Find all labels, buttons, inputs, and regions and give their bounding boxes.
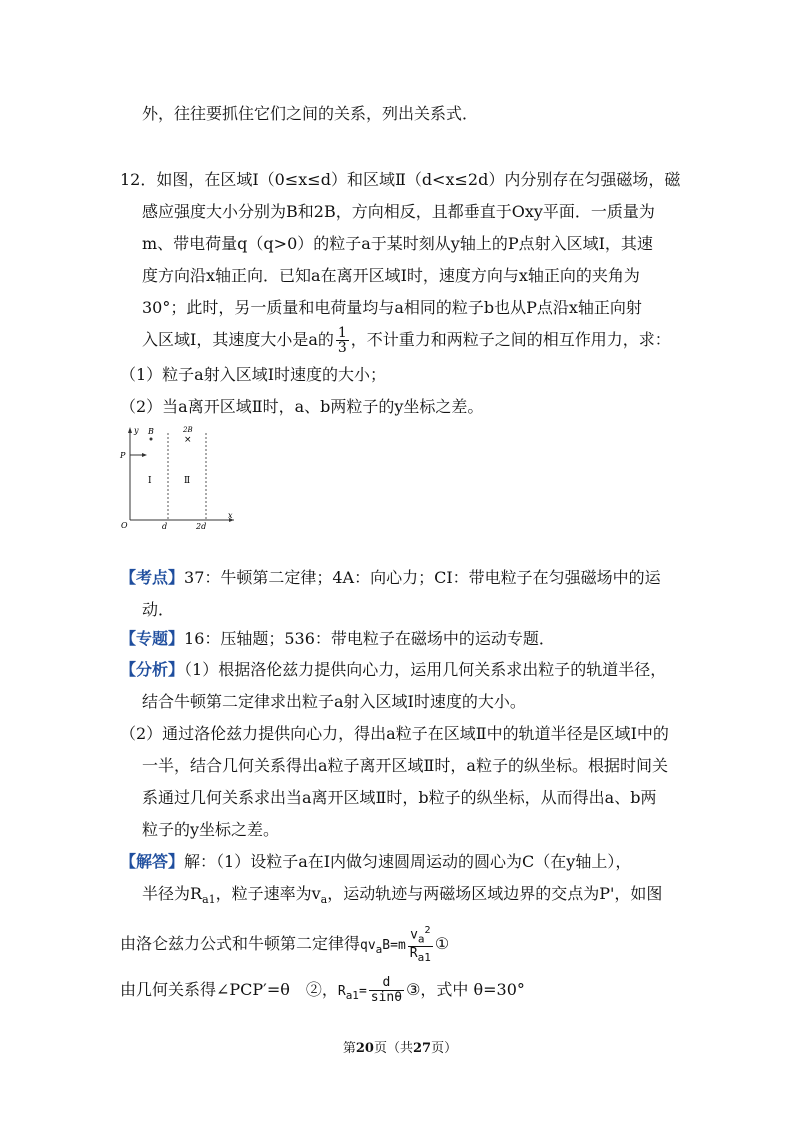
problem-line-3: m、带电荷量q（q>0）的粒子a于某时刻从y轴上的P点射入区域Ⅰ，其速	[142, 234, 653, 253]
jieda-tag: 【解答】	[120, 852, 185, 871]
equation-2-prefix: 由几何关系得∠PCP′=θ ②，	[120, 980, 338, 999]
equation-1-line	[120, 924, 449, 965]
problem-line-6	[142, 326, 671, 355]
question-1: （1）粒子a射入区域Ⅰ时速度的大小；	[120, 365, 387, 384]
equation-1-prefix: 由洛仑兹力公式和牛顿第二定律得	[120, 934, 361, 954]
y-axis-arrow	[128, 427, 132, 433]
jieda-line-2: 半径为$R_{a1}$，粒子速率为$v_a$，运动轨迹与两磁场区域边界的交点为P'，如图	[142, 884, 663, 906]
fenxi-tag: 【分析】	[120, 660, 185, 679]
label-2B: 2B	[183, 426, 193, 434]
label-B: B	[148, 427, 154, 436]
field-dot	[150, 438, 153, 441]
equation-1-lhs: $qv_aB=m$	[360, 938, 406, 957]
fraction-one-third: $\frac{1}{3}$	[337, 325, 347, 356]
label-d: d	[162, 522, 168, 530]
problem-line-6-text-b: ，不计重力和两粒子之间的相互作用力，求：	[350, 330, 671, 349]
equation-2-line	[120, 976, 525, 1007]
fenxi-line-2: 结合牛顿第二定律求出粒子a射入区域Ⅰ时速度的大小。	[142, 692, 526, 711]
label-P: P	[120, 451, 126, 460]
problem-line-6-text-a: 入区域Ⅰ，其速度大小是a的	[142, 330, 334, 349]
equation-2-lhs: $R_{a1}=$	[337, 984, 367, 1002]
jieda-text-1: 解：（1）设粒子a在Ⅰ内做匀速圆周运动的圆心为C（在y轴上），	[184, 852, 632, 871]
kaodian-tag: 【考点】	[120, 568, 185, 587]
label-y: y	[134, 426, 139, 435]
equation-2-mark: ③，式中 θ=30°	[406, 980, 525, 999]
fenxi-line-4: 一半，结合几何关系得出a粒子离开区域Ⅱ时，a粒子的纵坐标。根据时间关	[142, 756, 668, 775]
label-region-I: Ⅰ	[148, 476, 152, 486]
question-2: （2）当a离开区域Ⅱ时，a、b两粒子的y坐标之差。	[120, 397, 484, 416]
fenxi-line-5: 系通过几何关系求出当a离开区域Ⅱ时，b粒子的纵坐标，从而得出a、b两	[142, 788, 657, 807]
zhuanti-line	[120, 628, 555, 650]
page-total: 27	[413, 1041, 432, 1056]
zhuanti-tag: 【专题】	[120, 629, 185, 648]
label-x: x	[228, 511, 233, 520]
intro-tail-line: 外，往往要抓住它们之间的关系，列出关系式．	[142, 104, 479, 123]
label-region-II: Ⅱ	[184, 476, 191, 486]
label-cross: ×	[184, 435, 192, 445]
fenxi-line-6: 粒子的y坐标之差。	[142, 820, 280, 839]
kaodian-line-2: 动．	[142, 600, 175, 619]
problem-line-1: 12．如图，在区域Ⅰ（0≤x≤d）和区域Ⅱ（d<x≤2d）内分别存在匀强磁场，磁	[120, 170, 681, 189]
equation-1-fraction: $\frac{v_a^2}{R_{a1}}$	[409, 925, 431, 965]
page-footer: 第20页（共27页）	[342, 1041, 458, 1056]
fenxi-text-1: （1）根据洛伦兹力提供向心力，运用几何关系求出粒子的轨道半径，	[184, 660, 667, 679]
problem-line-4: 度方向沿x轴正向．已知a在离开区域Ⅰ时，速度方向与x轴正向的夹角为	[142, 266, 640, 285]
label-2d: 2d	[196, 522, 207, 530]
fenxi-line-1	[120, 659, 666, 681]
problem-line-5: 30°；此时，另一质量和电荷量均与a相同的粒子b也从P点沿x轴正向射	[142, 298, 642, 317]
velocity-arrowhead	[142, 453, 147, 457]
equation-2-fraction: $\frac{d}{\sin\theta}$	[370, 975, 403, 1005]
problem-line-2: 感应强度大小分别为B和2B，方向相反，且都垂直于Oxy平面．一质量为	[142, 202, 655, 221]
jieda-line-1	[120, 851, 631, 873]
label-O: O	[121, 521, 128, 530]
magnetic-field-diagram	[118, 425, 238, 530]
page-number: 20	[355, 1041, 374, 1056]
kaodian-line-1	[120, 567, 661, 589]
kaodian-text-1: 37：牛顿第二定律；4A：向心力；CI：带电粒子在匀强磁场中的运	[184, 568, 661, 587]
equation-1-mark: ①	[434, 934, 450, 954]
zhuanti-text: 16：压轴题；536：带电粒子在磁场中的运动专题．	[184, 629, 555, 648]
fenxi-line-3: （2）通过洛伦兹力提供向心力，得出a粒子在区域Ⅱ中的轨道半径是区域Ⅰ中的	[120, 724, 669, 743]
